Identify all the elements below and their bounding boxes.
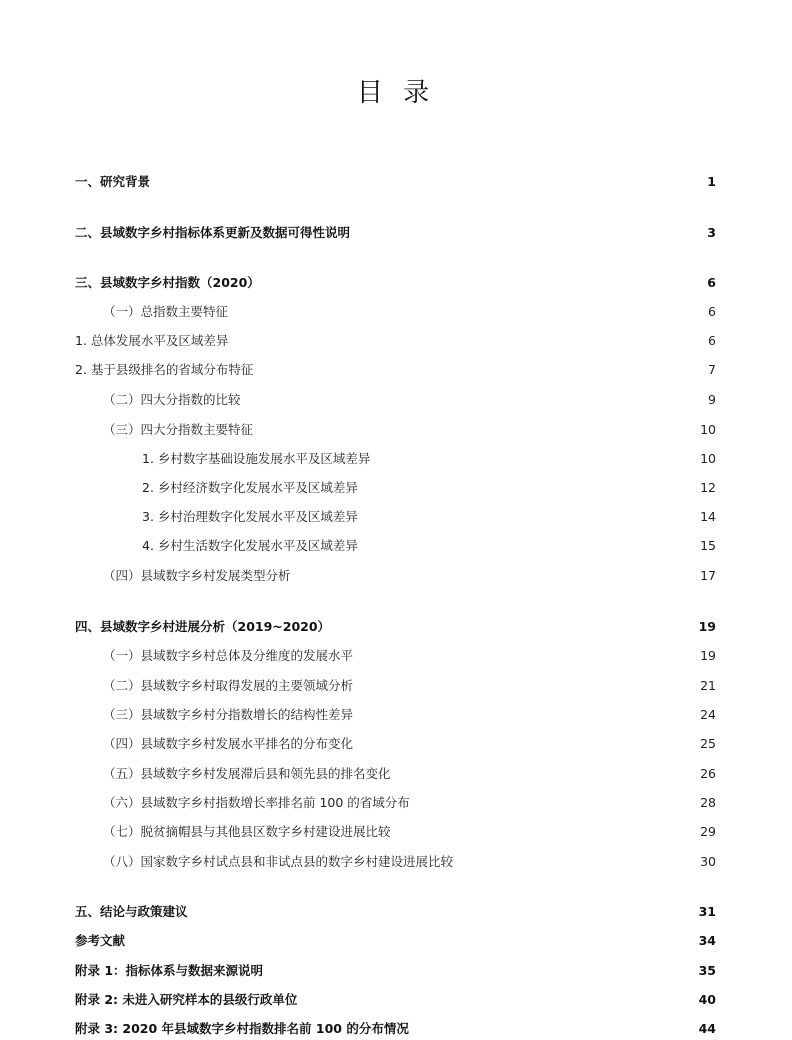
toc-page-number: 44 bbox=[698, 1021, 716, 1036]
toc-entry-label: 参考文献 bbox=[75, 933, 126, 948]
toc-entry-label: 2. 基于县级排名的省域分布特征 bbox=[75, 362, 254, 377]
toc-page-number: 3 bbox=[707, 225, 716, 240]
toc-entry-label: （五）县域数字乡村发展滞后县和领先县的排名变化 bbox=[103, 766, 391, 781]
toc-entry-label: （八）国家数字乡村试点县和非试点县的数字乡村建设进展比较 bbox=[103, 854, 454, 869]
toc-entry[interactable] bbox=[75, 449, 716, 469]
page-title: 目 录 bbox=[356, 78, 436, 108]
toc-entry-label: 3. 乡村治理数字化发展水平及区域差异 bbox=[142, 509, 358, 524]
toc-page-number: 35 bbox=[698, 963, 716, 978]
toc-entry-label: 五、结论与政策建议 bbox=[75, 904, 188, 919]
toc-page-number: 40 bbox=[698, 992, 716, 1007]
toc-page-number: 28 bbox=[700, 795, 716, 810]
toc-entry[interactable] bbox=[75, 507, 716, 527]
toc-entry[interactable] bbox=[75, 360, 716, 380]
toc-page-number: 29 bbox=[700, 824, 716, 839]
toc-page-number: 21 bbox=[700, 678, 716, 693]
toc-page-number: 1 bbox=[707, 174, 716, 189]
toc-entry-label: （六）县域数字乡村指数增长率排名前 100 的省域分布 bbox=[103, 795, 410, 810]
toc-entry[interactable] bbox=[75, 617, 716, 637]
toc-entry-label: 二、县域数字乡村指标体系更新及数据可得性说明 bbox=[75, 225, 351, 240]
toc-entry-label: 2. 乡村经济数字化发展水平及区域差异 bbox=[142, 480, 358, 495]
toc-entry-label: 4. 乡村生活数字化发展水平及区域差异 bbox=[142, 538, 358, 553]
toc-entry[interactable] bbox=[75, 566, 716, 586]
toc-entry[interactable] bbox=[75, 705, 716, 725]
toc-entry-label: （一）总指数主要特征 bbox=[103, 304, 229, 319]
toc-page-number: 31 bbox=[698, 904, 716, 919]
toc-entry[interactable] bbox=[75, 478, 716, 498]
toc-entry-label: （一）县域数字乡村总体及分维度的发展水平 bbox=[103, 648, 354, 663]
toc-entry-label: （二）县域数字乡村取得发展的主要领域分析 bbox=[103, 678, 354, 693]
toc-entry[interactable] bbox=[75, 793, 716, 813]
toc-entry-label: 附录 2: 未进入研究样本的县级行政单位 bbox=[75, 992, 298, 1007]
toc-page-number: 10 bbox=[700, 422, 716, 437]
toc-page-number: 19 bbox=[700, 648, 716, 663]
toc-page-number: 34 bbox=[698, 933, 716, 948]
toc-entry[interactable] bbox=[75, 420, 716, 440]
toc-entry-label: （三）县域数字乡村分指数增长的结构性差异 bbox=[103, 707, 354, 722]
toc-entry-label: （四）县域数字乡村发展类型分析 bbox=[103, 568, 291, 583]
toc-page-number: 19 bbox=[698, 619, 716, 634]
toc-entry[interactable] bbox=[75, 331, 716, 351]
toc-entry[interactable] bbox=[75, 990, 716, 1010]
toc-page-number: 6 bbox=[708, 304, 716, 319]
toc-entry-label: （三）四大分指数主要特征 bbox=[103, 422, 254, 437]
toc-page-number: 7 bbox=[708, 362, 716, 377]
toc-entry[interactable] bbox=[75, 223, 716, 243]
toc-entry-label: 1. 总体发展水平及区域差异 bbox=[75, 333, 229, 348]
toc-entry[interactable] bbox=[75, 536, 716, 556]
toc-page-number: 15 bbox=[700, 538, 716, 553]
toc-page-number: 24 bbox=[700, 707, 716, 722]
toc-page-number: 10 bbox=[700, 451, 716, 466]
toc-page-number: 25 bbox=[700, 736, 716, 751]
toc-page-number: 26 bbox=[700, 766, 716, 781]
toc-page-number: 12 bbox=[700, 480, 716, 495]
toc-entry[interactable] bbox=[75, 273, 716, 293]
toc-entry[interactable] bbox=[75, 172, 716, 192]
toc-page-number: 9 bbox=[708, 392, 716, 407]
toc-entry[interactable] bbox=[75, 734, 716, 754]
toc-entry-label: 附录 1：指标体系与数据来源说明 bbox=[75, 963, 264, 978]
toc-entry[interactable] bbox=[75, 902, 716, 922]
toc-page-number: 6 bbox=[707, 275, 716, 290]
toc-entry-label: （四）县域数字乡村发展水平排名的分布变化 bbox=[103, 736, 354, 751]
toc-entry[interactable] bbox=[75, 302, 716, 322]
toc-page-number: 14 bbox=[700, 509, 716, 524]
toc-entry[interactable] bbox=[75, 852, 716, 872]
toc-page-number: 30 bbox=[700, 854, 716, 869]
toc-entry-label: （二）四大分指数的比较 bbox=[103, 392, 241, 407]
toc-entry[interactable] bbox=[75, 1019, 716, 1039]
toc-entry[interactable] bbox=[75, 931, 716, 951]
toc-page-number: 6 bbox=[708, 333, 716, 348]
toc-entry-label: 附录 3: 2020 年县域数字乡村指数排名前 100 的分布情况 bbox=[75, 1021, 409, 1036]
toc-entry[interactable] bbox=[75, 822, 716, 842]
toc-entry-label: 1. 乡村数字基础设施发展水平及区域差异 bbox=[142, 451, 371, 466]
toc-entry[interactable] bbox=[75, 390, 716, 410]
toc-page-number: 17 bbox=[700, 568, 716, 583]
toc-entry-label: 一、研究背景 bbox=[75, 174, 151, 189]
toc-entry-label: 三、县域数字乡村指数（2020） bbox=[75, 275, 260, 290]
toc-entry[interactable] bbox=[75, 676, 716, 696]
toc-entry-label: （七）脱贫摘帽县与其他县区数字乡村建设进展比较 bbox=[103, 824, 391, 839]
toc-entry[interactable] bbox=[75, 764, 716, 784]
toc-entry[interactable] bbox=[75, 961, 716, 981]
toc-entry[interactable] bbox=[75, 646, 716, 666]
toc-entry-label: 四、县域数字乡村进展分析（2019~2020） bbox=[75, 619, 331, 634]
